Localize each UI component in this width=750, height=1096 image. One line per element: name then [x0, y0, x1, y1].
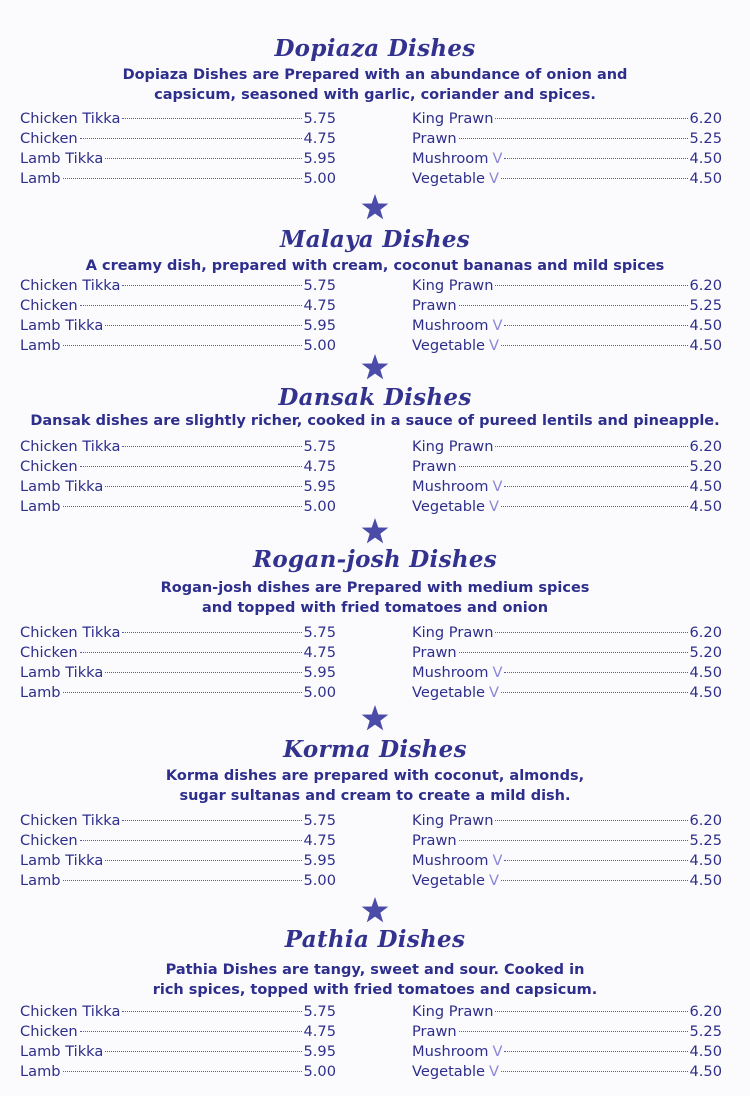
dish-name: King Prawn: [412, 1003, 494, 1020]
dish-name: Lamb Tikka: [20, 851, 104, 869]
dish-row: [20, 477, 336, 497]
dot-leader: [495, 1011, 687, 1012]
dish-row: [412, 457, 722, 477]
vegetarian-marker: V: [492, 316, 503, 334]
dish-row: [412, 169, 722, 189]
dish-name: Lamb Tikka: [20, 316, 104, 334]
dish-row: [20, 663, 336, 683]
vegetarian-marker: V: [492, 851, 503, 869]
dish-price: 5.25: [689, 296, 722, 314]
dot-leader: [495, 118, 687, 119]
star-icon: [360, 192, 390, 222]
dish-row: [20, 683, 336, 703]
vegetarian-marker: V: [489, 683, 500, 701]
dot-leader: [80, 652, 302, 653]
dish-name: Mushroom: [412, 1042, 489, 1060]
dot-leader: [105, 1051, 301, 1052]
dish-name: Lamb Tikka: [20, 663, 104, 681]
dish-price: 6.20: [689, 624, 722, 641]
dish-price: 4.50: [689, 871, 722, 889]
dish-column-left: [20, 109, 336, 189]
dish-row: [20, 276, 336, 296]
star-icon: [360, 352, 390, 382]
dish-name: Vegetable: [412, 683, 486, 701]
dish-price: 5.95: [303, 149, 336, 167]
dish-column-right: [412, 811, 722, 891]
dish-column-left: [20, 1002, 336, 1082]
dish-price: 4.50: [689, 663, 722, 681]
dot-leader: [504, 158, 687, 159]
dish-name: Chicken: [20, 457, 78, 475]
dish-column-right: [412, 109, 722, 189]
dot-leader: [501, 880, 687, 881]
dish-price: 4.50: [689, 169, 722, 187]
dish-row: [412, 477, 722, 497]
star-icon: [360, 895, 390, 925]
dot-leader: [80, 138, 302, 139]
dish-name: Chicken Tikka: [20, 110, 121, 127]
dish-row: [20, 623, 336, 643]
dish-row: [412, 663, 722, 683]
dot-leader: [63, 880, 302, 881]
dish-price: 4.50: [689, 1062, 722, 1080]
dish-column-right: [412, 276, 722, 356]
dish-name: Vegetable: [412, 1062, 486, 1080]
dot-leader: [80, 466, 302, 467]
dish-column-right: [412, 1002, 722, 1082]
dish-name: Prawn: [412, 457, 457, 475]
description-line: and topped with fried tomatoes and onion: [201, 600, 549, 616]
dish-row: [20, 109, 336, 129]
dish-name: Vegetable: [412, 336, 486, 354]
dot-leader: [80, 840, 302, 841]
description-line: sugar sultanas and cream to create a mild dish.: [179, 788, 571, 804]
description-line: Pathia Dishes are tangy, sweet and sour. Cooked in: [165, 962, 585, 978]
description-line: Korma dishes are prepared with coconut, almonds,: [165, 768, 585, 784]
dish-row: [412, 296, 722, 316]
dish-price: 4.75: [303, 831, 336, 849]
dot-leader: [122, 820, 301, 821]
dish-price: 4.50: [689, 149, 722, 167]
dish-row: [412, 149, 722, 169]
dish-column-left: [20, 437, 336, 517]
vegetarian-marker: V: [492, 149, 503, 167]
dish-price: 5.00: [303, 169, 336, 187]
dish-name: Lamb Tikka: [20, 1042, 104, 1060]
dish-row: [20, 457, 336, 477]
dish-row: [20, 169, 336, 189]
vegetarian-marker: V: [489, 336, 500, 354]
dot-leader: [105, 860, 301, 861]
dish-price: 5.75: [303, 110, 336, 127]
dot-leader: [122, 446, 301, 447]
dot-leader: [495, 632, 687, 633]
description-line: Dansak dishes are slightly richer, cooked in a sauce of pureed lentils and pineapple.: [30, 413, 720, 429]
dish-name: Chicken: [20, 643, 78, 661]
dish-row: [20, 149, 336, 169]
section-title: Korma Dishes: [283, 736, 467, 763]
description-line: A creamy dish, prepared with cream, coconut bananas and mild spices: [85, 258, 665, 274]
dish-row: [412, 497, 722, 517]
section-description: [0, 256, 750, 276]
dot-leader: [105, 158, 301, 159]
dot-leader: [63, 178, 302, 179]
dish-row: [412, 276, 722, 296]
dish-row: [412, 437, 722, 457]
dish-column-left: [20, 276, 336, 356]
dish-price: 5.25: [689, 831, 722, 849]
dot-leader: [80, 305, 302, 306]
dot-leader: [63, 1071, 302, 1072]
dot-leader: [63, 506, 302, 507]
section-title: Rogan-josh Dishes: [252, 546, 498, 573]
dish-name: Vegetable: [412, 871, 486, 889]
dish-row: [20, 831, 336, 851]
dish-name: Mushroom: [412, 316, 489, 334]
dish-price: 4.50: [689, 477, 722, 495]
dish-name: Prawn: [412, 129, 457, 147]
dish-price: 4.50: [689, 336, 722, 354]
dish-name: King Prawn: [412, 277, 494, 294]
dish-column-right: [412, 623, 722, 703]
dish-price: 5.25: [689, 129, 722, 147]
dish-row: [412, 683, 722, 703]
dish-price: 6.20: [689, 1003, 722, 1020]
dish-row: [20, 437, 336, 457]
dish-price: 4.75: [303, 1022, 336, 1040]
description-line: Rogan-josh dishes are Prepared with medium spices: [160, 580, 590, 596]
dish-price: 5.00: [303, 683, 336, 701]
description-line: rich spices, topped with fried tomatoes and capsicum.: [152, 982, 598, 998]
dot-leader: [504, 860, 687, 861]
vegetarian-marker: V: [489, 1062, 500, 1080]
vegetarian-marker: V: [492, 1042, 503, 1060]
dot-leader: [501, 1071, 687, 1072]
section-title: Pathia Dishes: [284, 926, 466, 953]
dish-price: 6.20: [689, 812, 722, 829]
dot-leader: [495, 446, 687, 447]
dish-name: Chicken: [20, 831, 78, 849]
dish-price: 4.75: [303, 643, 336, 661]
dish-price: 5.00: [303, 1062, 336, 1080]
dot-leader: [495, 820, 687, 821]
dot-leader: [122, 632, 301, 633]
dish-name: Lamb Tikka: [20, 477, 104, 495]
dish-row: [412, 811, 722, 831]
dish-row: [412, 1022, 722, 1042]
section-description: [0, 766, 750, 806]
dish-price: 5.95: [303, 663, 336, 681]
dot-leader: [501, 345, 687, 346]
dish-price: 5.00: [303, 336, 336, 354]
star-icon: [360, 703, 390, 733]
dish-row: [412, 623, 722, 643]
dot-leader: [105, 325, 301, 326]
dish-row: [20, 1042, 336, 1062]
dish-price: 4.75: [303, 457, 336, 475]
dish-price: 5.75: [303, 624, 336, 641]
dish-row: [412, 109, 722, 129]
dish-name: Chicken Tikka: [20, 624, 121, 641]
dish-price: 5.00: [303, 497, 336, 515]
dish-column-left: [20, 811, 336, 891]
dish-name: Lamb: [20, 336, 61, 354]
dish-price: 5.95: [303, 477, 336, 495]
dish-row: [20, 1022, 336, 1042]
dish-price: 5.75: [303, 1003, 336, 1020]
dish-row: [20, 871, 336, 891]
vegetarian-marker: V: [489, 871, 500, 889]
dot-leader: [459, 305, 688, 306]
dish-row: [20, 811, 336, 831]
dish-name: Chicken Tikka: [20, 812, 121, 829]
dot-leader: [459, 1031, 688, 1032]
dot-leader: [105, 486, 301, 487]
dish-price: 5.75: [303, 277, 336, 294]
dish-name: Mushroom: [412, 851, 489, 869]
vegetarian-marker: V: [492, 477, 503, 495]
section-title: Dopiaza Dishes: [274, 35, 476, 62]
dish-price: 5.95: [303, 316, 336, 334]
dish-price: 5.75: [303, 812, 336, 829]
vegetarian-marker: V: [489, 169, 500, 187]
dish-row: [412, 831, 722, 851]
dish-price: 4.50: [689, 497, 722, 515]
dish-name: King Prawn: [412, 110, 494, 127]
dish-row: [20, 129, 336, 149]
dish-row: [20, 296, 336, 316]
dish-price: 4.75: [303, 129, 336, 147]
dish-name: Prawn: [412, 831, 457, 849]
dish-row: [412, 316, 722, 336]
dot-leader: [504, 672, 687, 673]
dish-column-right: [412, 437, 722, 517]
dot-leader: [459, 840, 688, 841]
dot-leader: [63, 345, 302, 346]
dish-price: 4.50: [689, 851, 722, 869]
dish-name: King Prawn: [412, 438, 494, 455]
dish-row: [20, 643, 336, 663]
dish-name: Mushroom: [412, 663, 489, 681]
vegetarian-marker: V: [489, 497, 500, 515]
dish-row: [412, 336, 722, 356]
dot-leader: [459, 652, 688, 653]
dish-column-left: [20, 623, 336, 703]
dot-leader: [495, 285, 687, 286]
dish-price: 6.20: [689, 277, 722, 294]
dish-row: [412, 1002, 722, 1022]
dish-price: 6.20: [689, 438, 722, 455]
dish-name: Mushroom: [412, 477, 489, 495]
dish-price: 5.95: [303, 1042, 336, 1060]
dish-row: [20, 336, 336, 356]
dish-name: Chicken Tikka: [20, 438, 121, 455]
section-description: [0, 65, 750, 105]
section-description: [0, 578, 750, 618]
dish-row: [412, 871, 722, 891]
dish-price: 6.20: [689, 110, 722, 127]
dot-leader: [501, 692, 687, 693]
dot-leader: [63, 692, 302, 693]
dish-name: Chicken: [20, 1022, 78, 1040]
dot-leader: [504, 1051, 687, 1052]
dot-leader: [459, 466, 688, 467]
dish-row: [412, 643, 722, 663]
dish-price: 4.50: [689, 316, 722, 334]
dish-row: [20, 316, 336, 336]
dish-name: Chicken: [20, 129, 78, 147]
dish-name: King Prawn: [412, 624, 494, 641]
dish-row: [412, 1042, 722, 1062]
dot-leader: [80, 1031, 302, 1032]
dot-leader: [105, 672, 301, 673]
dish-name: Chicken Tikka: [20, 1003, 121, 1020]
section-title: Dansak Dishes: [278, 384, 472, 411]
dish-price: 4.75: [303, 296, 336, 314]
dot-leader: [122, 118, 301, 119]
dot-leader: [122, 285, 301, 286]
dish-row: [20, 851, 336, 871]
dish-name: Chicken: [20, 296, 78, 314]
dish-row: [412, 1062, 722, 1082]
dish-price: 5.25: [689, 1022, 722, 1040]
dot-leader: [459, 138, 688, 139]
dish-name: King Prawn: [412, 812, 494, 829]
dish-name: Prawn: [412, 643, 457, 661]
description-line: Dopiaza Dishes are Prepared with an abundance of onion and: [122, 67, 628, 83]
dish-name: Lamb: [20, 497, 61, 515]
dish-row: [20, 497, 336, 517]
dish-name: Vegetable: [412, 497, 486, 515]
dish-row: [20, 1062, 336, 1082]
dish-name: Lamb: [20, 683, 61, 701]
dish-name: Chicken Tikka: [20, 277, 121, 294]
dish-name: Lamb: [20, 169, 61, 187]
dish-price: 4.50: [689, 1042, 722, 1060]
section-description: [0, 411, 750, 431]
section-description: [0, 960, 750, 1000]
dish-name: Lamb Tikka: [20, 149, 104, 167]
dish-price: 5.00: [303, 871, 336, 889]
dish-name: Mushroom: [412, 149, 489, 167]
dish-price: 5.75: [303, 438, 336, 455]
dish-row: [412, 851, 722, 871]
dish-name: Prawn: [412, 1022, 457, 1040]
dot-leader: [504, 486, 687, 487]
dish-name: Lamb: [20, 1062, 61, 1080]
dot-leader: [501, 506, 687, 507]
dish-row: [412, 129, 722, 149]
dish-row: [20, 1002, 336, 1022]
section-title: Malaya Dishes: [279, 226, 471, 253]
dot-leader: [501, 178, 687, 179]
dot-leader: [122, 1011, 301, 1012]
description-line: capsicum, seasoned with garlic, coriander and spices.: [154, 87, 596, 103]
dot-leader: [504, 325, 687, 326]
dish-name: Lamb: [20, 871, 61, 889]
dish-price: 5.95: [303, 851, 336, 869]
dish-price: 4.50: [689, 683, 722, 701]
vegetarian-marker: V: [492, 663, 503, 681]
star-icon: [360, 516, 390, 546]
dish-name: Prawn: [412, 296, 457, 314]
dish-price: 5.20: [689, 643, 722, 661]
dish-price: 5.20: [689, 457, 722, 475]
dish-name: Vegetable: [412, 169, 486, 187]
